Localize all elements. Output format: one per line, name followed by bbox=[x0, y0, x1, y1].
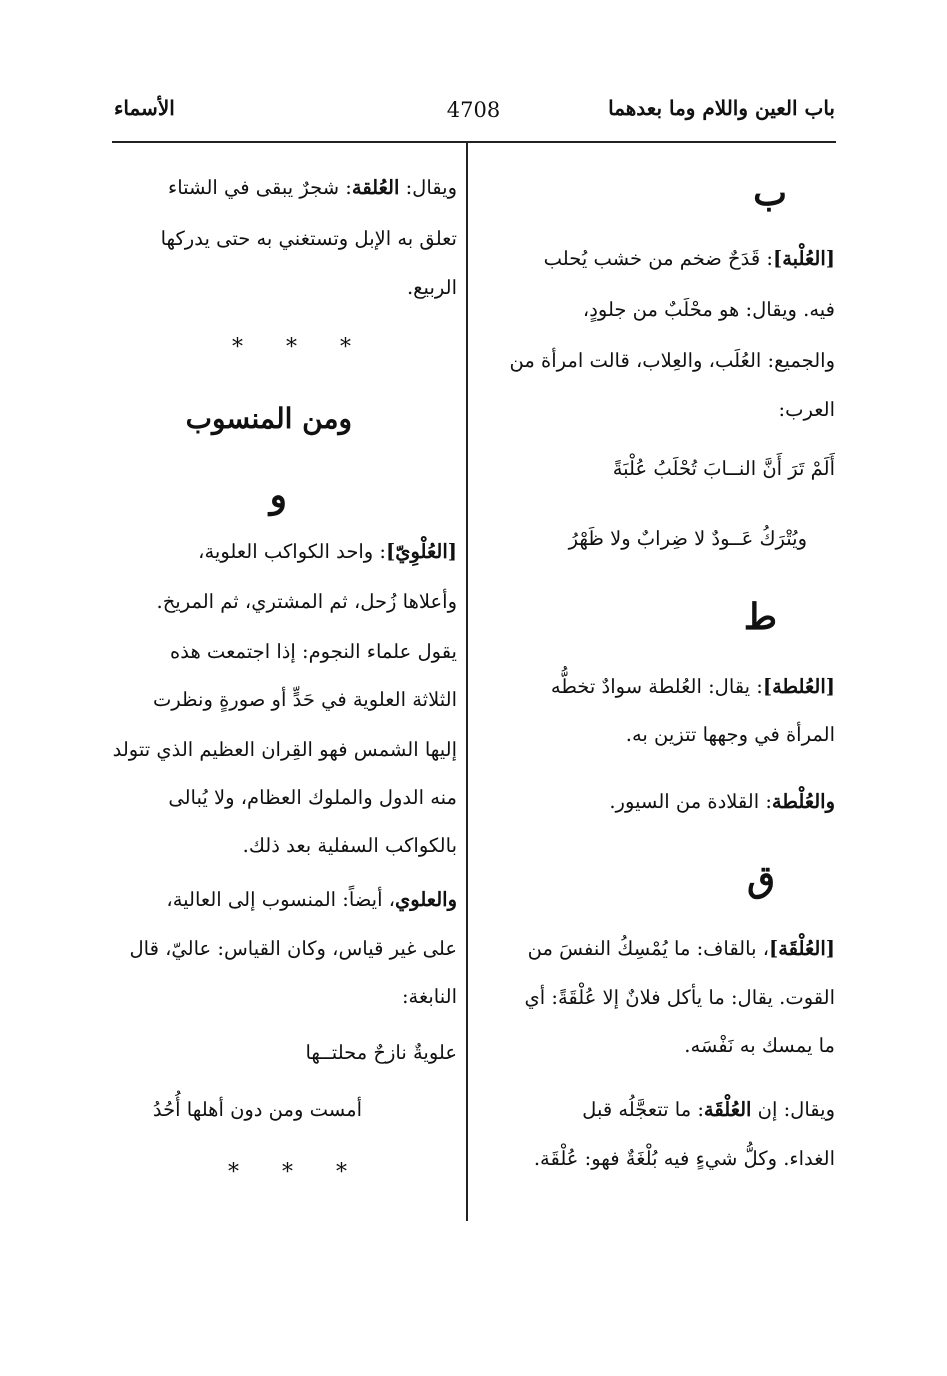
entry-text: : قَدَحٌ ضخم من خشب يُحلب bbox=[543, 247, 773, 270]
entry-text: ، أيضاً: المنسوب إلى العالية، bbox=[166, 888, 396, 911]
entry-text: : يقال: العُلطة سوادٌ تخطُّه bbox=[550, 675, 763, 698]
entry-ulqa-2 bbox=[582, 1096, 835, 1124]
verse-line: أَلَمْ تَرَ أَنَّ النــابَ تُحْلَبُ عُلْبَةً bbox=[612, 457, 835, 480]
entry-ulwi bbox=[198, 538, 457, 566]
entry-line: المرأة في وجهها تتزين به. bbox=[625, 723, 835, 746]
entry-line: الربيع. bbox=[406, 276, 457, 299]
entry-line: على غير قياس، وكان القياس: عاليّ، قال bbox=[129, 937, 457, 960]
entry-term: [العُلْوِيّ] bbox=[385, 540, 457, 563]
entry-ulta-2 bbox=[609, 788, 835, 816]
verse-line: ويُتْرَكُ عَــودٌ لا ضِرابٌ ولا ظَهْرُ bbox=[568, 527, 807, 550]
entry-term: العُلقة bbox=[351, 176, 400, 199]
letter-heading-b: ب bbox=[753, 172, 787, 214]
entry-line: وأعلاها زُحل، ثم المشتري، ثم المريخ. bbox=[156, 590, 457, 613]
entry-line: بالكواكب السفلية بعد ذلك. bbox=[242, 834, 457, 857]
entry-ulqa bbox=[528, 935, 835, 963]
column-divider bbox=[466, 143, 468, 1221]
section-separator: * * * bbox=[228, 1160, 365, 1185]
entry-text: ، بالقاف: ما يُمْسِكُ النفسَ من bbox=[527, 937, 769, 960]
entry-line: النابغة: bbox=[401, 985, 457, 1008]
verse-line: علويةٌ نازحٌ محلتــها bbox=[305, 1041, 457, 1064]
entry-line: القوت. يقال: ما يأكل فلانٌ إلا عُلْقَةً: أي bbox=[524, 986, 835, 1009]
letter-heading-w: و bbox=[269, 474, 287, 516]
page-number: 4708 bbox=[446, 98, 501, 122]
entry-term: العُلْقَة bbox=[703, 1098, 752, 1121]
entry-line: ما يمسك به نَفْسَه. bbox=[684, 1034, 835, 1057]
entry-alba bbox=[544, 245, 835, 273]
entry-text: : شجرٌ يبقى في الشتاء bbox=[168, 176, 352, 199]
section-separator: * * * bbox=[232, 335, 369, 360]
entry-ulta bbox=[551, 673, 835, 701]
entry-line: يقول علماء النجوم: إذا اجتمعت هذه bbox=[170, 640, 457, 663]
entry-line: منه الدول والملوك العظام، ولا يُبالى bbox=[168, 786, 457, 809]
entry-term: والعُلْطة bbox=[771, 790, 835, 813]
entry-text: ويقال: إن bbox=[757, 1098, 835, 1121]
chapter-title: باب العين واللام وما بعدهما bbox=[608, 96, 835, 120]
entry-line: والجميع: العُلَب، والعِلاب، قالت امرأة من bbox=[509, 349, 835, 372]
section-heading: ومن المنسوب bbox=[185, 402, 352, 435]
letter-heading-t: ط bbox=[743, 596, 777, 638]
section-title: الأسماء bbox=[114, 96, 175, 120]
entry-text: : القلادة من السيور. bbox=[609, 790, 772, 813]
entry-line: الغداء. وكلُّ شيءٍ فيه بُلْغَةٌ فهو: عُلْقَة. bbox=[533, 1147, 835, 1170]
entry-line: الثلاثة العلوية في حَدٍّ أو صورةٍ ونظرت bbox=[152, 688, 457, 711]
entry-text: : واحد الكواكب العلوية، bbox=[198, 540, 386, 563]
entry-line: إليها الشمس فهو القِران العظيم الذي تتولد bbox=[112, 738, 457, 761]
entry-term: والعلوي bbox=[395, 888, 457, 911]
entry-ulqa-3 bbox=[168, 174, 457, 202]
entry-ulwi-2 bbox=[166, 886, 457, 914]
letter-heading-q: ق bbox=[747, 858, 775, 900]
entry-line: تعلق به الإبل وتستغني به حتى يدركها bbox=[160, 227, 457, 250]
header-rule bbox=[112, 141, 836, 143]
entry-text: ويقال: bbox=[405, 176, 457, 199]
entry-term: [العُلْقَة] bbox=[769, 937, 835, 960]
verse-line: أمست ومن دون أهلها أُحُدُ bbox=[152, 1098, 362, 1121]
entry-line: العرب: bbox=[778, 398, 835, 421]
entry-text: : ما تتعجَّلُه قبل bbox=[582, 1098, 704, 1121]
entry-term: [العُلطة] bbox=[762, 675, 835, 698]
entry-term: [العُلْبة] bbox=[772, 247, 835, 270]
entry-line: فيه. ويقال: هو محْلَبٌ من جلودٍ، bbox=[582, 298, 835, 321]
